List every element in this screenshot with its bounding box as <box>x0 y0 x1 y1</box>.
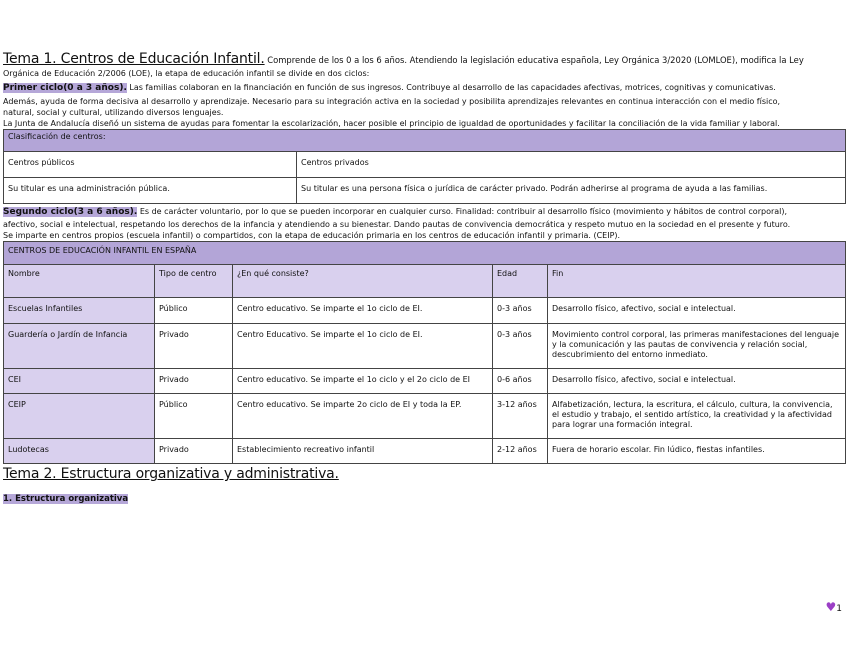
column-header-edad: Edad <box>493 265 548 298</box>
cell-tipo: Público <box>155 394 233 439</box>
tema1-intro <box>3 52 845 68</box>
clasificacion-privados: Centros privados <box>297 152 846 178</box>
cell-consiste: Centro Educativo. Se imparte el 1o ciclo de EI. <box>233 324 493 369</box>
table-row <box>4 439 846 464</box>
column-header-fin: Fin <box>548 265 846 298</box>
segundo-ciclo-text1: Es de carácter voluntario, por lo que se pueden incorporar en cualquier curso. Finalidad: contribuir al desarrollo físico (movimiento y hábitos de control corporal), <box>137 207 788 216</box>
cell-fin: Alfabetización, lectura, la escritura, el cálculo, cultura, la convivencia, el estudio y trabajo, el sentido artístico, la creatividad y la afectividad para lograr una formación integral. <box>548 394 846 439</box>
clasificacion-title: Clasificación de centros: <box>4 130 846 152</box>
cell-fin: Desarrollo físico, afectivo, social e intelectual. <box>548 369 846 394</box>
segundo-ciclo-text2: afectivo, social e intelectual, respetando los derechos de la infancia y atendiendo a su bienestar. Dando pautas de convivencia democrática y respeto mutuo en la sociedad en el presente y futuro. <box>3 220 791 229</box>
cell-edad: 0-3 años <box>493 298 548 324</box>
clasificacion-publicos: Centros públicos <box>4 152 297 178</box>
segundo-ciclo-label: Segundo ciclo(3 a 6 años). <box>3 207 138 217</box>
cell-nombre: Guardería o Jardín de Infancia <box>4 324 155 369</box>
cell-tipo: Privado <box>155 369 233 394</box>
table-row <box>4 369 846 394</box>
cell-nombre: CEI <box>4 369 155 394</box>
page-number: 1 <box>836 604 842 614</box>
clasificacion-table <box>3 129 846 204</box>
tema1-intro-line1: Comprende de los 0 a los 6 años. Atendiendo la legislación educativa española, Ley Orgánica 3/2020 (LOMLOE), modifica la Ley <box>267 55 804 65</box>
column-header-tipo: Tipo de centro <box>155 265 233 298</box>
cell-edad: 0-6 años <box>493 369 548 394</box>
column-header-nombre: Nombre <box>4 265 155 298</box>
cell-tipo: Privado <box>155 324 233 369</box>
centros-table <box>3 241 846 464</box>
primer-ciclo-text1: Las familias colaboran en la financiación en función de sus ingresos. Contribuye al desarrollo de las capacidades afectivas, motrices, cognitivas y comunicativas. <box>126 83 776 92</box>
heart-icon: ♥ <box>825 600 837 614</box>
primer-ciclo-label: Primer ciclo(0 a 3 años). <box>3 83 127 93</box>
cell-edad: 2-12 años <box>493 439 548 464</box>
cell-nombre: CEIP <box>4 394 155 439</box>
cell-fin: Desarrollo físico, afectivo, social e intelectual. <box>548 298 846 324</box>
cell-edad: 3-12 años <box>493 394 548 439</box>
cell-consiste: Centro educativo. Se imparte el 1o ciclo y el 2o ciclo de EI <box>233 369 493 394</box>
clasificacion-publicos-desc: Su titular es una administración pública. <box>4 178 297 204</box>
segundo-ciclo-paragraph <box>3 206 845 218</box>
page-footer <box>826 600 843 614</box>
column-header-consiste: ¿En qué consiste? <box>233 265 493 298</box>
cell-fin: Fuera de horario escolar. Fin lúdico, fiestas infantiles. <box>548 439 846 464</box>
cell-consiste: Establecimiento recreativo infantil <box>233 439 493 464</box>
primer-ciclo-paragraph <box>3 82 845 94</box>
table-row <box>4 298 846 324</box>
centros-table-title: CENTROS DE EDUCACIÓN INFANTIL EN ESPAÑA <box>4 242 846 265</box>
primer-ciclo-text3: natural, social y cultural, utilizando diversos lenguajes. <box>3 108 224 117</box>
tema2-section1: 1. Estructura organizativa <box>3 494 129 504</box>
cell-tipo: Público <box>155 298 233 324</box>
cell-nombre: Escuelas Infantiles <box>4 298 155 324</box>
cell-edad: 0-3 años <box>493 324 548 369</box>
centros-table-header <box>4 265 846 298</box>
table-row <box>4 394 846 439</box>
segundo-ciclo-text3: Se imparte en centros propios (escuela infantil) o compartidos, con la etapa de educación primaria en los centros de educación infantil y primaria. (CEIP). <box>3 231 621 240</box>
tema1-title: Tema 1. Centros de Educación Infantil. <box>3 51 265 67</box>
tema2-title: Tema 2. Estructura organizativa y administrativa. <box>3 466 339 482</box>
primer-ciclo-text2: Además, ayuda de forma decisiva al desarrollo y aprendizaje. Necesario para su integración activa en la sociedad y posibilita aprendizajes relevantes en continua interacción con el medio físico, <box>3 97 781 106</box>
table-row <box>4 324 846 369</box>
tema1-intro-line2: Orgánica de Educación 2/2006 (LOE), la etapa de educación infantil se divide en dos ciclos: <box>3 69 370 78</box>
document-page <box>3 52 845 505</box>
cell-consiste: Centro educativo. Se imparte el 1o ciclo de EI. <box>233 298 493 324</box>
cell-fin: Movimiento control corporal, las primeras manifestaciones del lenguaje y la comunicación y las pautas de convivencia y relación social, descubrimiento del entorno inmediato. <box>548 324 846 369</box>
primer-ciclo-text4: La Junta de Andalucía diseñó un sistema de ayudas para fomentar la escolarización, hacer posible el principio de igualdad de oportunidades y facilitar la conciliación de la vida familiar y laboral. <box>3 119 780 128</box>
cell-consiste: Centro educativo. Se imparte 2o ciclo de EI y toda la EP. <box>233 394 493 439</box>
cell-nombre: Ludotecas <box>4 439 155 464</box>
cell-tipo: Privado <box>155 439 233 464</box>
clasificacion-privados-desc: Su titular es una persona física o jurídica de carácter privado. Podrán adherirse al programa de ayuda a las familias. <box>297 178 846 204</box>
